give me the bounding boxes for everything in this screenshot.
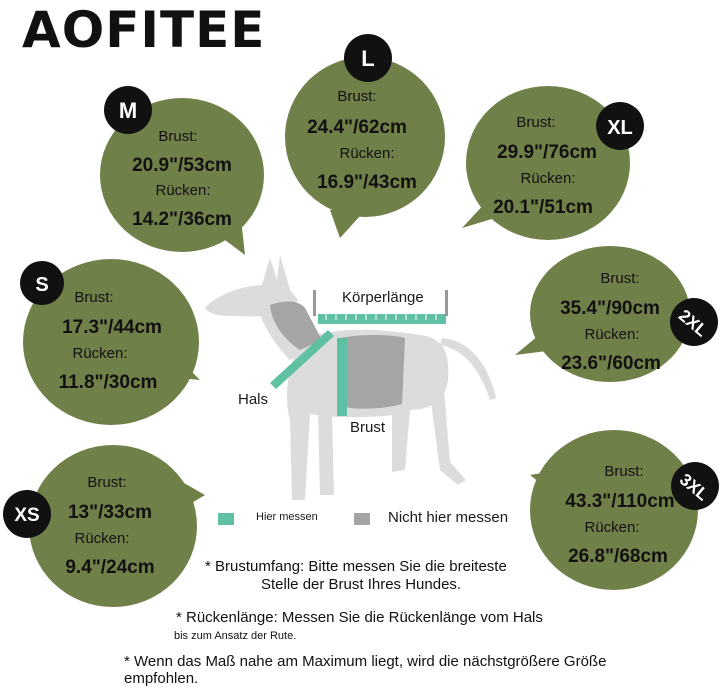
2xl-brust-value: 35.4"/90cm — [560, 298, 660, 319]
m-ruecken-value: 14.2"/36cm — [132, 209, 232, 230]
xs-brust-value: 13"/33cm — [67, 502, 153, 523]
2xl-brust-label: Brust: — [600, 270, 640, 287]
l-brust-label: Brust: — [337, 88, 377, 105]
legend-nicht-hier-messen: Nicht hier messen — [388, 509, 509, 526]
koerperlaenge-label: Körperlänge — [342, 289, 424, 306]
2xl-ruecken-value: 23.6"/60cm — [561, 353, 661, 374]
3xl-ruecken-label: Rücken: — [584, 519, 640, 536]
note-rueckenlaenge-1: * Rückenlänge: Messen Sie die Rückenlänge vom Hals — [176, 609, 543, 626]
3xl-ruecken-value: 26.8"/68cm — [568, 546, 668, 567]
xl-brust-label: Brust: — [516, 114, 556, 131]
note-brustumfang-1: * Brustumfang: Bitte messen Sie die breiteste — [205, 558, 507, 575]
xs-ruecken-value: 9.4"/24cm — [65, 557, 155, 578]
l-ruecken-value: 16.9"/43cm — [317, 172, 417, 193]
brust-label: Brust — [350, 419, 386, 436]
note-rueckenlaenge-2: bis zum Ansatz der Rute. — [174, 630, 297, 642]
3xl-brust-value: 43.3"/110cm — [565, 491, 675, 512]
tape-brust — [337, 338, 347, 416]
badge-s-label: S — [35, 274, 49, 296]
note-maximum-2: empfohlen. — [124, 670, 199, 687]
xl-brust-value: 29.9"/76cm — [497, 142, 597, 163]
note-maximum-1: * Wenn das Maß nahe am Maximum liegt, wird die nächstgrößere Größe — [124, 653, 607, 670]
xs-ruecken-label: Rücken: — [74, 530, 130, 547]
badge-xs-label: XS — [14, 505, 40, 526]
xs-brust-label: Brust: — [87, 474, 127, 491]
brand-logo: AOFITEE — [22, 1, 266, 59]
s-brust-label: Brust: — [74, 289, 114, 306]
3xl-brust-label: Brust: — [604, 463, 644, 480]
badge-3xl-label: 3XL — [675, 469, 713, 505]
tape-koerperlaenge — [318, 314, 446, 324]
note-brustumfang-2: Stelle der Brust Ihres Hundes. — [261, 576, 462, 593]
badge-xl-label: XL — [607, 117, 633, 139]
l-brust-value: 24.4"/62cm — [307, 117, 407, 138]
s-brust-value: 17.3"/44cm — [62, 317, 162, 338]
2xl-ruecken-label: Rücken: — [584, 326, 640, 343]
badge-l-label: L — [361, 46, 375, 71]
legend-hier-messen: Hier messen — [256, 511, 318, 523]
m-brust-value: 20.9"/53cm — [132, 155, 232, 176]
xl-ruecken-value: 20.1"/51cm — [493, 197, 593, 218]
bubble-xs — [29, 445, 205, 607]
s-ruecken-label: Rücken: — [72, 345, 128, 362]
badge-m-label: M — [118, 98, 138, 123]
badge-2xl-label: 2XL — [674, 305, 712, 341]
l-ruecken-label: Rücken: — [339, 145, 395, 162]
s-ruecken-value: 11.8"/30cm — [58, 372, 158, 393]
xl-ruecken-label: Rücken: — [520, 170, 576, 187]
m-ruecken-label: Rücken: — [155, 182, 211, 199]
m-brust-label: Brust: — [158, 128, 198, 145]
legend-swatch-nicht — [354, 513, 370, 525]
hals-label: Hals — [238, 391, 269, 408]
legend-swatch-hier — [218, 513, 234, 525]
